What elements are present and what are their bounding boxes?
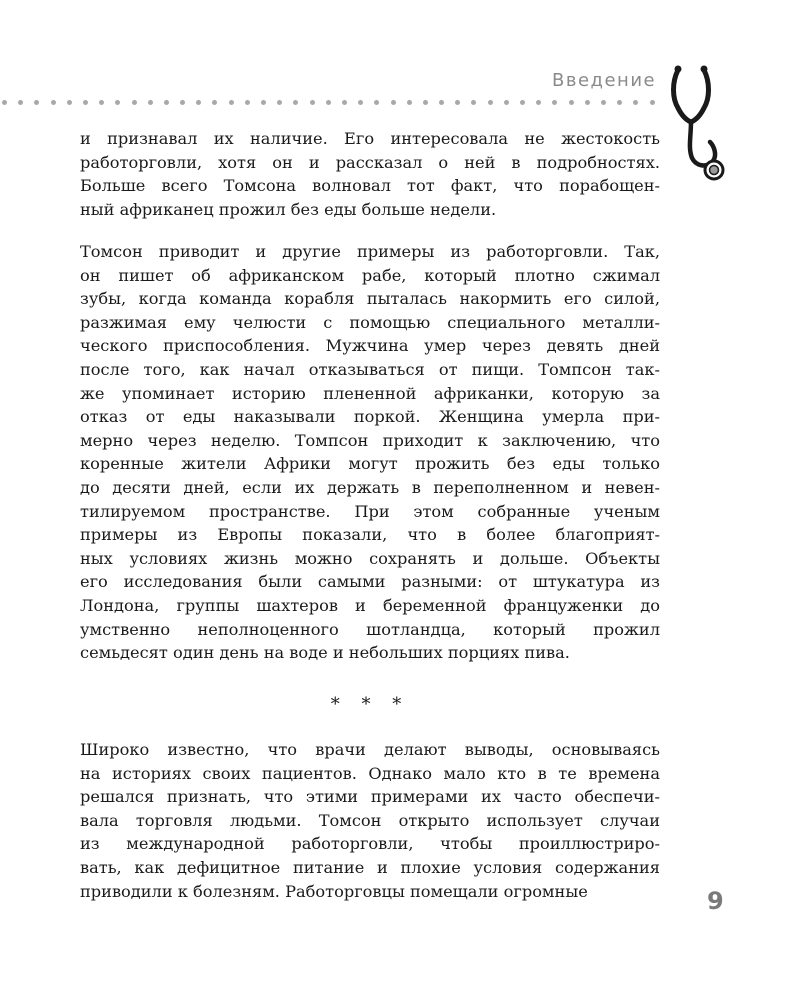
dot (391, 100, 396, 105)
text-line: приводили к болезням. Работорговцы помещали огромные (80, 881, 588, 901)
text-line: на историях своих пациентов. Однако мало кто в те времена (80, 763, 660, 783)
dot (585, 100, 590, 105)
dot (358, 100, 363, 105)
text-line: примеры из Европы показали, что в более благоприят- (80, 525, 660, 545)
text-line: вать, как дефицитное питание и плохие условия содержания (80, 857, 660, 877)
text-line: семьдесят один день на воде и небольших порциях пива. (80, 643, 570, 663)
paragraph-2 (80, 240, 660, 665)
dot (180, 100, 185, 105)
text-line: он пишет об африканском рабе, который плотно сжимал (80, 265, 660, 285)
dot (423, 100, 428, 105)
dot (471, 100, 476, 105)
dot (536, 100, 541, 105)
text-line: разжимая ему челюсти с помощью специального металли- (80, 312, 660, 332)
text-line: до десяти дней, если их держать в переполненном и невен- (80, 477, 660, 497)
dot (245, 100, 250, 105)
dot (18, 100, 23, 105)
stethoscope-icon (664, 62, 736, 182)
dot (196, 100, 201, 105)
dot (650, 100, 655, 105)
text-line: мерно через неделю. Томпсон приходит к заключению, что (80, 430, 660, 450)
text-line: Лондона, группы шахтеров и беременной француженки до (80, 595, 660, 615)
dot (261, 100, 266, 105)
text-line: умственно неполноценного шотландца, который прожил (80, 619, 660, 639)
text-line: Широко известно, что врачи делают выводы, основываясь (80, 740, 660, 759)
dot (51, 100, 56, 105)
dot (115, 100, 120, 105)
text-line: его исследования были самыми разными: от штукатура из (80, 572, 660, 592)
section-separator: * * * (330, 694, 410, 715)
text-line: ный африканец прожил без еды больше недели. (80, 199, 497, 219)
page-number: 9 (707, 887, 724, 915)
dot (34, 100, 39, 105)
text-line: зубы, когда команда корабля пыталась накормить его силой, (80, 289, 660, 309)
text-line: ческого приспособления. Мужчина умер через девять дней (80, 336, 660, 356)
dot (293, 100, 298, 105)
text-line: после того, как начал отказываться от пищи. Томпсон так- (80, 359, 660, 379)
dot (439, 100, 444, 105)
text-line: вала торговля людьми. Томсон открыто использует случаи (80, 810, 660, 830)
dot (148, 100, 153, 105)
text-line: Томсон приводит и другие примеры из работорговли. Так, (80, 242, 660, 261)
dot (569, 100, 574, 105)
running-head-title: Введение (552, 70, 657, 91)
text-line: из международной работорговли, чтобы проиллюстриро- (80, 834, 660, 854)
text-line: Больше всего Томсона волновал тот факт, что порабощен- (80, 176, 660, 196)
dot (633, 100, 638, 105)
dot (455, 100, 460, 105)
dot (601, 100, 606, 105)
dot (407, 100, 412, 105)
dot (326, 100, 331, 105)
dot (132, 100, 137, 105)
dot (520, 100, 525, 105)
dotted-rule (2, 100, 662, 108)
text-line: отказ от еды наказывали поркой. Женщина умерла при- (80, 407, 660, 427)
text-line: работорговли, хотя он и рассказал о ней в подробностях. (80, 152, 660, 172)
dot (277, 100, 282, 105)
paragraph-1 (80, 127, 660, 221)
text-line: и признавал их наличие. Его интересовала не жестокость (80, 129, 660, 148)
dot (212, 100, 217, 105)
text-line: коренные жители Африки могут прожить без еды только (80, 454, 660, 474)
dot (488, 100, 493, 105)
dot (342, 100, 347, 105)
dot (67, 100, 72, 105)
dot (229, 100, 234, 105)
text-line: ных условиях жизнь можно сохранять и дольше. Объекты (80, 548, 660, 568)
text-line: решался признать, что этими примерами их часто обеспечи- (80, 787, 660, 807)
dot (99, 100, 104, 105)
dot (374, 100, 379, 105)
dot (617, 100, 622, 105)
dot (504, 100, 509, 105)
text-line: тилируемом пространстве. При этом собранные ученым (80, 501, 660, 521)
dot (2, 100, 7, 105)
dot (552, 100, 557, 105)
dot (164, 100, 169, 105)
dot (83, 100, 88, 105)
paragraph-3 (80, 738, 660, 903)
dot (310, 100, 315, 105)
text-line: же упоминает историю плененной африканки, которую за (80, 383, 660, 403)
